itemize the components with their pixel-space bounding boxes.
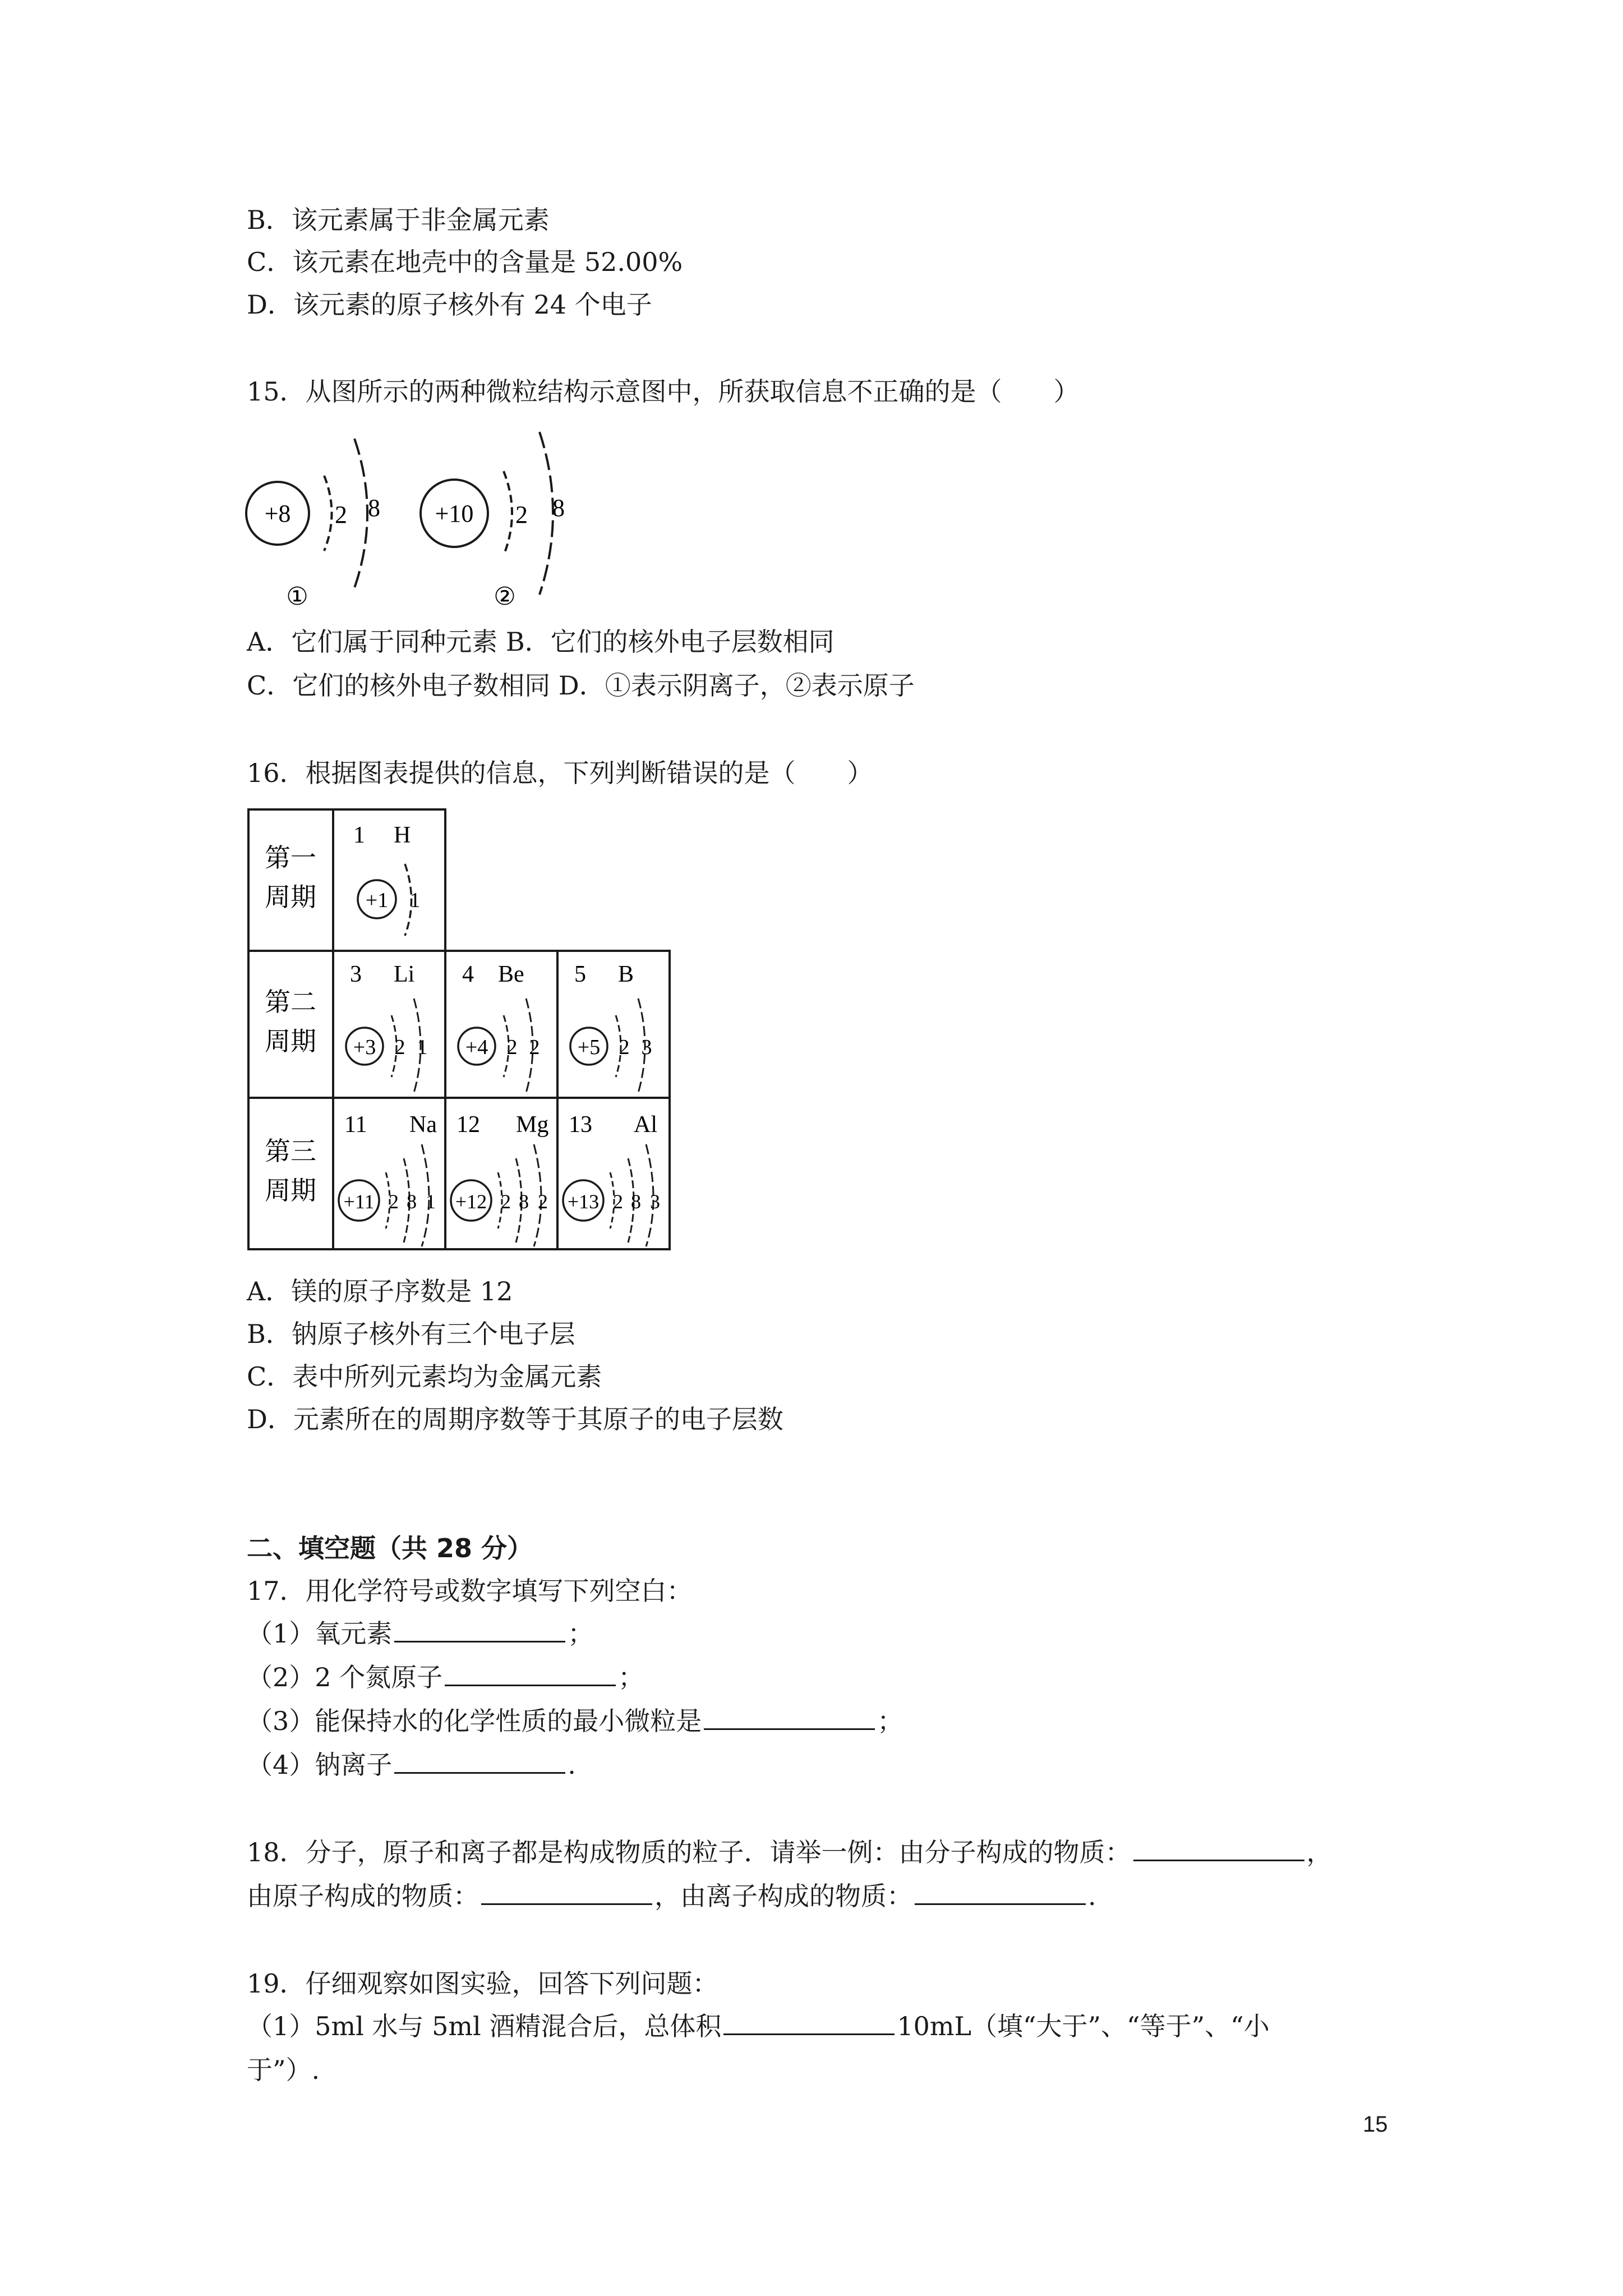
particle-1-shell-1: 2: [335, 501, 347, 528]
q16-period-table: [247, 808, 690, 1257]
q14-option-c: C．该元素在地壳中的含量是 52.00%: [247, 247, 683, 277]
answer-blank[interactable]: [394, 1750, 565, 1774]
particle-2-label: ②: [494, 583, 516, 610]
element-symbol: Al: [634, 1112, 657, 1138]
answer-blank[interactable]: [723, 2011, 895, 2035]
q18-line-1: [247, 1835, 1332, 1869]
answer-blank[interactable]: [394, 1618, 565, 1642]
page-number: 15: [1363, 2112, 1388, 2137]
element-symbol: Be: [498, 961, 524, 987]
q17-item-1-text: （1）氧元素: [247, 1618, 393, 1649]
q15-options-line-2: C．它们的核外电子数相同 D．①表示阴离子，②表示原子: [247, 670, 915, 701]
element-shell: 8: [631, 1190, 641, 1213]
element-shell: 3: [641, 1036, 652, 1059]
q19-item-1-cont: 于”）.: [247, 2055, 320, 2085]
q19-item-1-text-b: 10mL（填“大于”、“等于”、“小: [897, 2011, 1270, 2041]
q17-item-2-end: ；: [618, 1662, 644, 1692]
q17-stem: 17．用化学符号或数字填写下列空白：: [247, 1576, 693, 1606]
element-shell: 1: [409, 889, 421, 912]
element-symbol: Na: [409, 1112, 437, 1138]
q18-line-2-text-b: ，由离子构成的物质：: [654, 1881, 912, 1911]
element-nucleus: +13: [567, 1190, 600, 1213]
element-cell-be: [458, 961, 540, 1093]
particle-2-diagram: [421, 432, 565, 610]
element-number: 12: [457, 1112, 480, 1138]
element-number: 4: [462, 961, 474, 987]
q18-line-2: [247, 1879, 1096, 1913]
particle-1-nucleus: +8: [264, 500, 291, 527]
q17-item-4-text: （4）钠离子: [247, 1750, 393, 1780]
element-cell-b: [570, 961, 652, 1093]
element-number: 11: [344, 1112, 367, 1138]
answer-blank[interactable]: [1133, 1837, 1304, 1861]
element-number: 3: [350, 961, 362, 987]
q16-option-d: D．元素所在的周期序数等于其原子的电子层数: [247, 1404, 783, 1434]
element-nucleus: +1: [365, 889, 389, 912]
element-nucleus: +11: [343, 1190, 375, 1213]
answer-blank[interactable]: [915, 1881, 1086, 1905]
period-2-label-line2: 周期: [265, 1027, 316, 1056]
q17-item-3: [247, 1704, 903, 1738]
particle-1-diagram: [246, 439, 380, 610]
element-symbol: H: [394, 822, 411, 848]
particle-1-label: ①: [286, 583, 308, 610]
element-shell: 8: [519, 1190, 529, 1213]
particle-2-nucleus: +10: [435, 500, 474, 527]
q18-line-2-text-a: 由原子构成的物质：: [247, 1881, 479, 1911]
element-number: 13: [569, 1112, 592, 1138]
q18-line-1-end: ，: [1306, 1837, 1332, 1867]
period-2-label-line1: 第二: [265, 988, 316, 1016]
q17-item-1-end: ；: [568, 1618, 594, 1649]
element-shell: 3: [650, 1190, 660, 1213]
element-shell: 2: [619, 1036, 630, 1059]
q17-item-2-text: （2）2 个氮原子: [247, 1662, 443, 1692]
section-title: 二、填空题（共 28 分）: [247, 1533, 533, 1563]
q16-option-a: A．镁的原子序数是 12: [247, 1276, 513, 1306]
period-3-label-line2: 周期: [265, 1176, 316, 1205]
element-cell-na: [339, 1112, 437, 1246]
period-3-label-line1: 第三: [265, 1137, 316, 1166]
answer-blank[interactable]: [445, 1662, 616, 1686]
element-shell: 2: [389, 1190, 399, 1213]
q17-item-4-end: .: [568, 1750, 576, 1780]
particle-2-shell-2: 8: [552, 494, 565, 522]
element-cell-al: [563, 1112, 660, 1246]
element-shell: 2: [529, 1036, 540, 1059]
element-shell: 2: [506, 1036, 518, 1059]
element-cell-h: [353, 822, 421, 936]
period-1-label-line1: 第一: [265, 844, 316, 872]
q18-line-1-text: 18．分子，原子和离子都是构成物质的粒子．请举一例：由分子构成的物质：: [247, 1837, 1131, 1867]
element-nucleus: +3: [353, 1036, 376, 1059]
element-number: 5: [574, 961, 586, 987]
element-shell: 2: [501, 1190, 511, 1213]
element-number: 1: [353, 822, 365, 848]
q16-option-c: C．表中所列元素均为金属元素: [247, 1361, 602, 1392]
q14-option-b: B．该元素属于非金属元素: [247, 205, 550, 235]
element-symbol: Li: [394, 961, 415, 987]
element-symbol: Mg: [516, 1112, 549, 1138]
element-shell: 1: [417, 1036, 428, 1059]
q17-item-2: [247, 1660, 644, 1694]
q18-line-2-end: .: [1088, 1881, 1096, 1911]
particle-2-shell-1: 2: [515, 501, 528, 528]
q16-stem: 16．根据图表提供的信息，下列判断错误的是（ ）: [247, 758, 873, 788]
q15-stem: 15．从图所示的两种微粒结构示意图中，所获取信息不正确的是（ ）: [247, 376, 1080, 407]
q15-options-line-1: A．它们属于同种元素 B．它们的核外电子层数相同: [247, 627, 834, 657]
q19-item-1-text-a: （1）5ml 水与 5ml 酒精混合后，总体积: [247, 2011, 722, 2041]
q19-item-1: [247, 2009, 1270, 2043]
answer-blank[interactable]: [481, 1881, 652, 1905]
q14-option-d: D．该元素的原子核外有 24 个电子: [247, 289, 652, 320]
element-symbol: B: [618, 961, 634, 987]
element-cell-mg: [451, 1112, 548, 1246]
element-shell: 1: [426, 1190, 436, 1213]
element-cell-li: [346, 961, 428, 1093]
element-shell: 8: [407, 1190, 417, 1213]
period-1-label-line2: 周期: [265, 883, 316, 912]
particle-1-shell-2: 8: [368, 494, 380, 522]
element-shell: 2: [613, 1190, 623, 1213]
q17-item-3-text: （3）能保持水的化学性质的最小微粒是: [247, 1706, 702, 1736]
q17-item-4: [247, 1748, 576, 1782]
element-nucleus: +12: [455, 1190, 487, 1213]
element-nucleus: +4: [465, 1036, 488, 1059]
q15-particle-diagram: [241, 426, 600, 617]
q19-stem: 19．仔细观察如图实验，回答下列问题：: [247, 1968, 718, 1999]
q17-item-3-end: ；: [877, 1706, 903, 1736]
element-shell: 2: [538, 1190, 548, 1213]
answer-blank[interactable]: [704, 1706, 875, 1730]
q17-item-1: [247, 1617, 593, 1650]
element-nucleus: +5: [577, 1036, 601, 1059]
element-shell: 2: [394, 1036, 405, 1059]
q16-option-b: B．钠原子核外有三个电子层: [247, 1319, 575, 1349]
